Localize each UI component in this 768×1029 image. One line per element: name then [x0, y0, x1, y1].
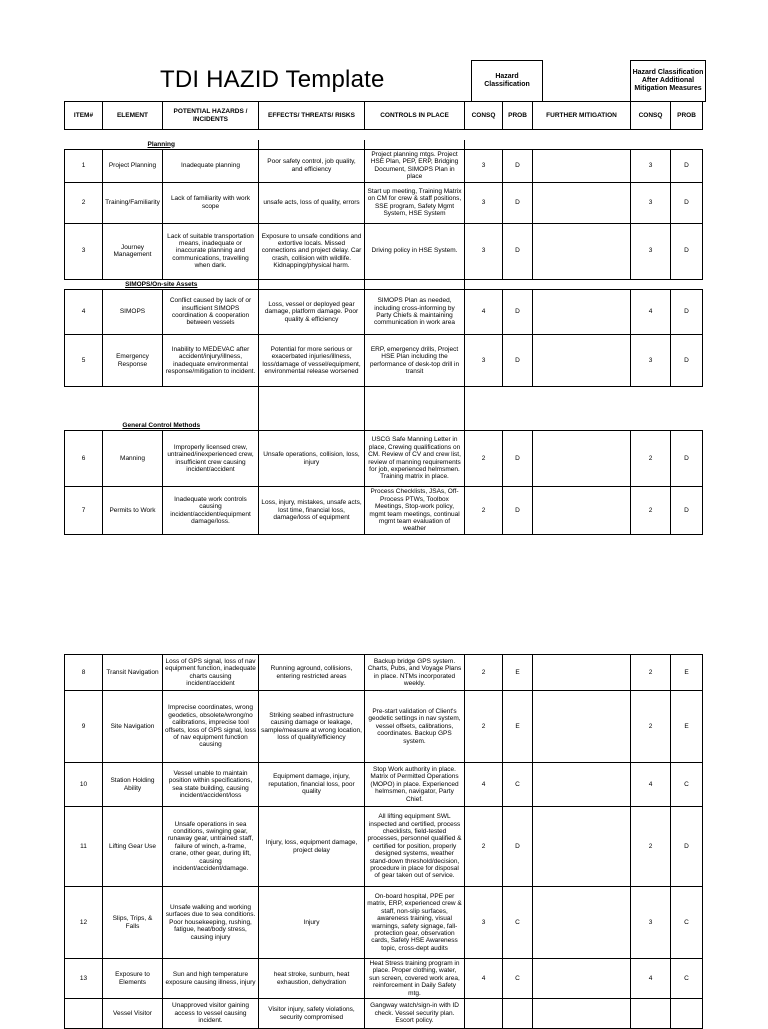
table-row — [65, 807, 703, 887]
cell-effects: heat stroke, sunburn, heat exhaustion, dehydration — [259, 959, 365, 999]
table-row — [65, 763, 703, 807]
cell-prob2: E — [671, 655, 703, 691]
table-row — [65, 655, 703, 691]
cell-hazard: Conflict caused by lack of or insufficient SIMOPS coordination & cooperation between vessels — [163, 290, 259, 335]
cell-item: 1 — [65, 150, 103, 183]
cell-prob: D — [503, 807, 533, 887]
cell-hazard: Lack of familiarity with work scope — [163, 182, 259, 223]
cell-consq2: 4 — [631, 959, 671, 999]
cell-consq: 4 — [465, 290, 503, 335]
cell-consq: 4 — [465, 763, 503, 807]
cell-element: Exposure to Elements — [103, 959, 163, 999]
cell-element: Site Navigation — [103, 691, 163, 763]
col-hazards: POTENTIAL HAZARDS / INCIDENTS — [163, 102, 259, 130]
cell-further — [533, 290, 631, 335]
cell-element: Journey Management — [103, 223, 163, 279]
cell-consq2: 2 — [631, 431, 671, 487]
cell-controls: Backup bridge GPS system. Charts, Pubs, and Voyage Plans in place. NTMs incorporated weekly. — [365, 655, 465, 691]
cell-effects: Poor safety control, job quality, and efficiency — [259, 150, 365, 183]
cell-prob2: C — [671, 763, 703, 807]
cell-controls: SIMOPS Plan as needed, including cross-informing by Party Chiefs & maintaining communication in work area — [365, 290, 465, 335]
cell-effects: Visitor injury, safety violations, security compromised — [259, 999, 365, 1029]
cell-element: Project Planning — [103, 150, 163, 183]
cell-item: 4 — [65, 290, 103, 335]
cell-prob: D — [503, 487, 533, 535]
cell-prob: D — [503, 150, 533, 183]
cell-consq: 4 — [465, 959, 503, 999]
cell-consq2: 2 — [631, 487, 671, 535]
cell-prob2: D — [671, 487, 703, 535]
cell-further — [533, 335, 631, 387]
table-row — [65, 223, 703, 279]
cell-consq: 3 — [465, 182, 503, 223]
cell-controls: ERP, emergency drills, Project HSE Plan including the performance of desk-top drill in transit — [365, 335, 465, 387]
cell-further — [533, 691, 631, 763]
cell-element: Vessel Visitor — [103, 999, 163, 1029]
cell-hazard: Vessel unable to maintain position within specifications, sea state building, causing incident/accident/loss — [163, 763, 259, 807]
section-simops-row — [65, 279, 703, 289]
cell-consq2: 3 — [631, 335, 671, 387]
col-effects: EFFECTS/ THREATS/ RISKS — [259, 102, 365, 130]
table-row — [65, 887, 703, 959]
cell-consq2: 3 — [631, 887, 671, 959]
cell-prob: D — [503, 431, 533, 487]
cell-prob: E — [503, 691, 533, 763]
cell-controls: Gangway watch/sign-in with ID check. Vessel security plan. Escort policy. — [365, 999, 465, 1029]
cell-prob2: C — [671, 887, 703, 959]
column-header-row — [65, 102, 703, 130]
col-further-mitigation: FURTHER MITIGATION — [533, 102, 631, 130]
cell-consq: 2 — [465, 487, 503, 535]
cell-hazard: Inadequate planning — [163, 150, 259, 183]
hazid-table-1 — [64, 101, 703, 535]
section-label: SIMOPS/On-site Assets — [125, 280, 198, 288]
hazid-table-2 — [64, 654, 703, 1029]
cell-prob: D — [503, 290, 533, 335]
cell-prob2: D — [671, 182, 703, 223]
cell-further — [533, 150, 631, 183]
col-consq-after: CONSQ — [631, 102, 671, 130]
cell-controls: Project planning mtgs. Project HSE Plan, PEP, ERP, Bridging Document, SIMOPS Plan in place — [365, 150, 465, 183]
table-row — [65, 290, 703, 335]
table-row — [65, 150, 703, 183]
col-element: ELEMENT — [103, 102, 163, 130]
cell-element: Permits to Work — [103, 487, 163, 535]
table-row — [65, 335, 703, 387]
cell-consq: 3 — [465, 150, 503, 183]
cell-effects: Injury, loss, equipment damage, project delay — [259, 807, 365, 887]
cell-further — [533, 431, 631, 487]
cell-consq — [465, 999, 503, 1029]
cell-effects: unsafe acts, loss of quality, errors — [259, 182, 365, 223]
cell-controls: Start up meeting, Training Matrix on CM for crew & staff positions, SSE program, Safety Mgmt System, HSE System — [365, 182, 465, 223]
table-row — [65, 959, 703, 999]
cell-effects: Exposure to unsafe conditions and extortive locals. Missed connections and project delay. Car crash, collision with wildlife. Kidnapping/physical harm. — [259, 223, 365, 279]
cell-prob: D — [503, 223, 533, 279]
cell-controls: On-board hospital, PPE per matrix, ERP, experienced crew & staff, non-slip surfaces, awareness training, visual warnings, safety signage, fall-protection gear, observation cards, Safety HSE Awareness topic, cross-dept audits — [365, 887, 465, 959]
table-row — [65, 182, 703, 223]
cell-item: 9 — [65, 691, 103, 763]
cell-consq2: 2 — [631, 691, 671, 763]
cell-hazard: Sun and high temperature exposure causing illness, injury — [163, 959, 259, 999]
cell-consq: 2 — [465, 807, 503, 887]
cell-hazard: Imprecise coordinates, wrong geodetics, obsolete/wrong/no calibrations, imprecise tool offsets, loss of GPS signal, loss of nav equipment function causing — [163, 691, 259, 763]
col-prob: PROB — [503, 102, 533, 130]
cell-effects: Injury — [259, 887, 365, 959]
cell-element: Slips, Trips, & Falls — [103, 887, 163, 959]
cell-effects: Loss, injury, mistakes, unsafe acts, lost time, financial loss, damage/loss of equipment — [259, 487, 365, 535]
cell-prob2: E — [671, 691, 703, 763]
cell-prob2: D — [671, 335, 703, 387]
cell-element: SIMOPS — [103, 290, 163, 335]
cell-further — [533, 655, 631, 691]
cell-prob2 — [671, 999, 703, 1029]
cell-element: Emergency Response — [103, 335, 163, 387]
table-row — [65, 691, 703, 763]
cell-consq: 2 — [465, 431, 503, 487]
cell-element: Station Holding Ability — [103, 763, 163, 807]
cell-hazard: Inability to MEDEVAC after accident/injury/illness, inadequate environmental response/mitigation to incident. — [163, 335, 259, 387]
col-controls: CONTROLS IN PLACE — [365, 102, 465, 130]
section-planning-row — [65, 140, 703, 150]
cell-hazard: Inadequate work controls causing incident/accident/equipment damage/loss. — [163, 487, 259, 535]
cell-hazard: Lack of suitable transportation means, inadequate or inaccurate planning and communications, travelling when dark. — [163, 223, 259, 279]
col-prob-after: PROB — [671, 102, 703, 130]
section-general-row — [65, 421, 703, 431]
cell-prob: D — [503, 335, 533, 387]
cell-further — [533, 959, 631, 999]
col-consq: CONSQ — [465, 102, 503, 130]
cell-element: Lifting Gear Use — [103, 807, 163, 887]
cell-controls: Heat Stress training program in place. Proper clothing, water, sun screen, covered work area, reinforcement in Daily Safety mtg. — [365, 959, 465, 999]
page-title: TDI HAZID Template — [160, 66, 385, 93]
cell-consq2: 3 — [631, 150, 671, 183]
table-row — [65, 431, 703, 487]
cell-prob: C — [503, 763, 533, 807]
cell-prob: C — [503, 959, 533, 999]
cell-consq2: 2 — [631, 655, 671, 691]
cell-item: 10 — [65, 763, 103, 807]
cell-effects: Loss, vessel or deployed gear damage, platform damage. Poor quality & efficiency — [259, 290, 365, 335]
cell-further — [533, 223, 631, 279]
cell-consq: 3 — [465, 335, 503, 387]
hazard-classification-header: Hazard Classification — [471, 60, 543, 102]
cell-consq2: 4 — [631, 763, 671, 807]
blank-row — [65, 387, 703, 421]
cell-effects: Striking seabed infrastructure causing damage or leakage, sample/measure at wrong location, loss of quality/efficiency — [259, 691, 365, 763]
cell-item: 13 — [65, 959, 103, 999]
cell-further — [533, 487, 631, 535]
col-item: ITEM# — [65, 102, 103, 130]
cell-further — [533, 887, 631, 959]
cell-item: 6 — [65, 431, 103, 487]
cell-consq2: 4 — [631, 290, 671, 335]
cell-controls: All lifting equipment SWL inspected and certified, process checklists, field-tested processes, personnel qualified & certified for position, properly designed systems, weather stand-down threshold/decision, procedure in place for disposal of gear taken out of service. — [365, 807, 465, 887]
cell-prob2: D — [671, 223, 703, 279]
cell-item: 7 — [65, 487, 103, 535]
cell-consq2: 3 — [631, 223, 671, 279]
cell-prob2: D — [671, 431, 703, 487]
cell-controls: USCG Safe Manning Letter in place, Crewing qualifications on CM. Review of CV and crew list, review of manning requirements for job, experienced helmsmen. Training matrix in place. — [365, 431, 465, 487]
cell-prob2: C — [671, 959, 703, 999]
cell-prob — [503, 999, 533, 1029]
cell-prob2: D — [671, 807, 703, 887]
cell-further — [533, 763, 631, 807]
cell-hazard: Improperly licensed crew, untrained/inexperienced crew, insufficient crew causing incident/accident — [163, 431, 259, 487]
cell-item: 3 — [65, 223, 103, 279]
cell-hazard: Unapproved visitor gaining access to vessel causing incident. — [163, 999, 259, 1029]
cell-consq: 2 — [465, 691, 503, 763]
cell-effects: Running aground, collisions, entering restricted areas — [259, 655, 365, 691]
cell-prob: C — [503, 887, 533, 959]
section-label: General Control Methods — [122, 421, 201, 429]
table-row — [65, 487, 703, 535]
cell-controls: Pre-start validation of Client's geodetic settings in nav system, vessel offsets, calibrations, coordinates. Backup GPS system. — [365, 691, 465, 763]
cell-effects: Unsafe operations, collision, loss, injury — [259, 431, 365, 487]
cell-item: 12 — [65, 887, 103, 959]
cell-prob: D — [503, 182, 533, 223]
cell-hazard: Unsafe operations in sea conditions, swinging gear, runaway gear, untrained staff, failure of winch, a-frame, crane, other gear, during lift, causing incident/accident/damage. — [163, 807, 259, 887]
cell-further — [533, 807, 631, 887]
cell-element: Training/Familiarity — [103, 182, 163, 223]
hazard-after-mitigation-header: Hazard Classification After Additional Mitigation Measures — [630, 60, 706, 102]
cell-effects: Equipment damage, injury, reputation, financial loss, poor quality — [259, 763, 365, 807]
cell-hazard: Unsafe walking and working surfaces due to sea conditions. Poor housekeeping, rushing, fatigue, heat/body stress, causing injury — [163, 887, 259, 959]
cell-element: Transit Navigation — [103, 655, 163, 691]
cell-consq2: 2 — [631, 807, 671, 887]
cell-controls: Stop Work authority in place. Matrix of Permitted Operations (MOPO) in place. Experienced helmsmen, navigator, Party Chief. — [365, 763, 465, 807]
cell-item: 8 — [65, 655, 103, 691]
cell-controls: Process Checklists, JSAs, Off-Process PTWs, Toolbox Meetings, Stop-work policy, mgmt team meetings, continual mgmt team evaluation of weather — [365, 487, 465, 535]
cell-consq: 3 — [465, 223, 503, 279]
cell-consq2 — [631, 999, 671, 1029]
cell-item: 11 — [65, 807, 103, 887]
cell-hazard: Loss of GPS signal, loss of nav equipment function, inadequate charts causing incident/accident — [163, 655, 259, 691]
cell-item — [65, 999, 103, 1029]
section-label: Planning — [147, 140, 175, 148]
cell-further — [533, 999, 631, 1029]
cell-consq: 2 — [465, 655, 503, 691]
cell-prob2: D — [671, 150, 703, 183]
cell-prob2: D — [671, 290, 703, 335]
cell-item: 5 — [65, 335, 103, 387]
cell-controls: Driving policy in HSE System. — [365, 223, 465, 279]
table-row — [65, 999, 703, 1029]
cell-prob: E — [503, 655, 533, 691]
cell-effects: Potential for more serious or exacerbated injuries/illness, loss/damage of vessel/equipment, environmental release worsened — [259, 335, 365, 387]
cell-further — [533, 182, 631, 223]
cell-consq2: 3 — [631, 182, 671, 223]
cell-item: 2 — [65, 182, 103, 223]
cell-element: Manning — [103, 431, 163, 487]
cell-consq: 3 — [465, 887, 503, 959]
